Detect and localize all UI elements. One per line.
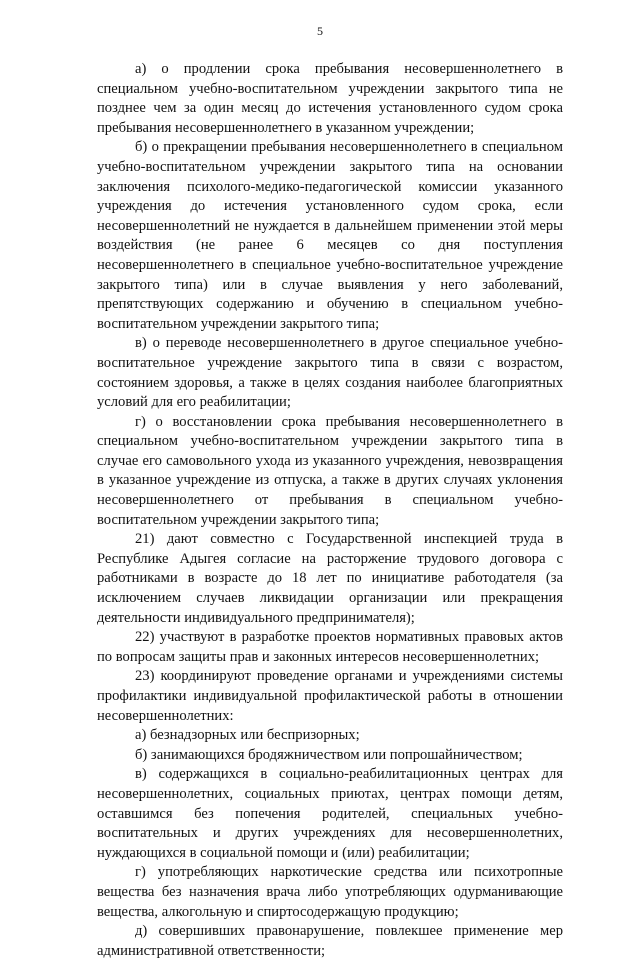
paragraph-b-termination: б) о прекращении пребывания несовершеннолетнего в специальном учебно-воспитательном учреждении закрытого типа на основании заключения психолого-медико-педагогической комиссии указанного учреждения до истечения установленного судом срока, если несовершеннолетний не нуждается в дальнейшем применении этой меры воздействия (не ранее 6 месяцев со дня поступления несовершеннолетнего в специальное учебно-воспитательное учреждение закрытого типа) или в случае выявления у него заболеваний, препятствующих содержанию и обучению в специальном учебно-воспитательном учреждении закрытого типа; xyxy=(97,139,563,332)
paragraph-g-restoration: г) о восстановлении срока пребывания несовершеннолетнего в специальном учебно-воспитательном учреждении закрытого типа в случае его самовольного ухода из указанного учреждения, невозвращения в указанное учреждение из отпуска, а также в других случаях уклонения несовершеннолетнего от пребывания в специальном учебно-воспитательном учреждении закрытого типа; xyxy=(97,413,563,528)
list-item-b-vagrancy: б) занимающихся бродяжничеством или попрошайничеством; xyxy=(135,746,523,763)
paragraph-22: 22) участвуют в разработке проектов нормативных правовых актов по вопросам защиты прав и законных интересов несовершеннолетних; xyxy=(97,629,563,665)
paragraph-v-transfer: в) о переводе несовершеннолетнего в другое специальное учебно-воспитательное учреждение закрытого типа в связи с возрастом, состоянием здоровья, а также в целях создания наиболее благоприятных условий для его реабилитации; xyxy=(97,335,563,411)
paragraph-23: 23) координируют проведение органами и учреждениями системы профилактики индивидуальной профилактической работы в отношении несовершеннолетних: xyxy=(97,668,563,724)
list-item-g-substances: г) употребляющих наркотические средства или психотропные вещества без назначения врача либо употребляющих одурманивающие вещества, алкогольную и спиртосодержащую продукцию; xyxy=(97,864,563,920)
list-item-v-institutions: в) содержащихся в социально-реабилитационных центрах для несовершеннолетних, социальных приютах, центрах помощи детям, оставшимся без попечения родителей, специальных учебно-воспитательных и других учреждениях для несовершеннолетних, нуждающихся в социальной помощи и (или) реабилитации; xyxy=(97,766,563,861)
page-number: 5 xyxy=(317,24,323,38)
paragraph-a-extension: а) о продлении срока пребывания несовершеннолетнего в специальном учебно-воспитательном учреждении закрытого типа не позднее чем за один месяц до истечения установленного судом срока пребывания несовершеннолетнего в указанном учреждении; xyxy=(97,61,563,136)
list-item-a-neglected: а) безнадзорных или беспризорных; xyxy=(135,727,360,744)
list-item-d-offense: д) совершивших правонарушение, повлекшее применение мер административной ответственности; xyxy=(97,923,563,959)
document-body xyxy=(97,60,563,961)
paragraph-21: 21) дают совместно с Государственной инспекцией труда в Республике Адыгея согласие на расторжение трудового договора с работниками в возрасте до 18 лет по инициативе работодателя (за исключением случаев ликвидации организации или прекращения деятельности индивидуального предпринимателя); xyxy=(97,531,563,626)
